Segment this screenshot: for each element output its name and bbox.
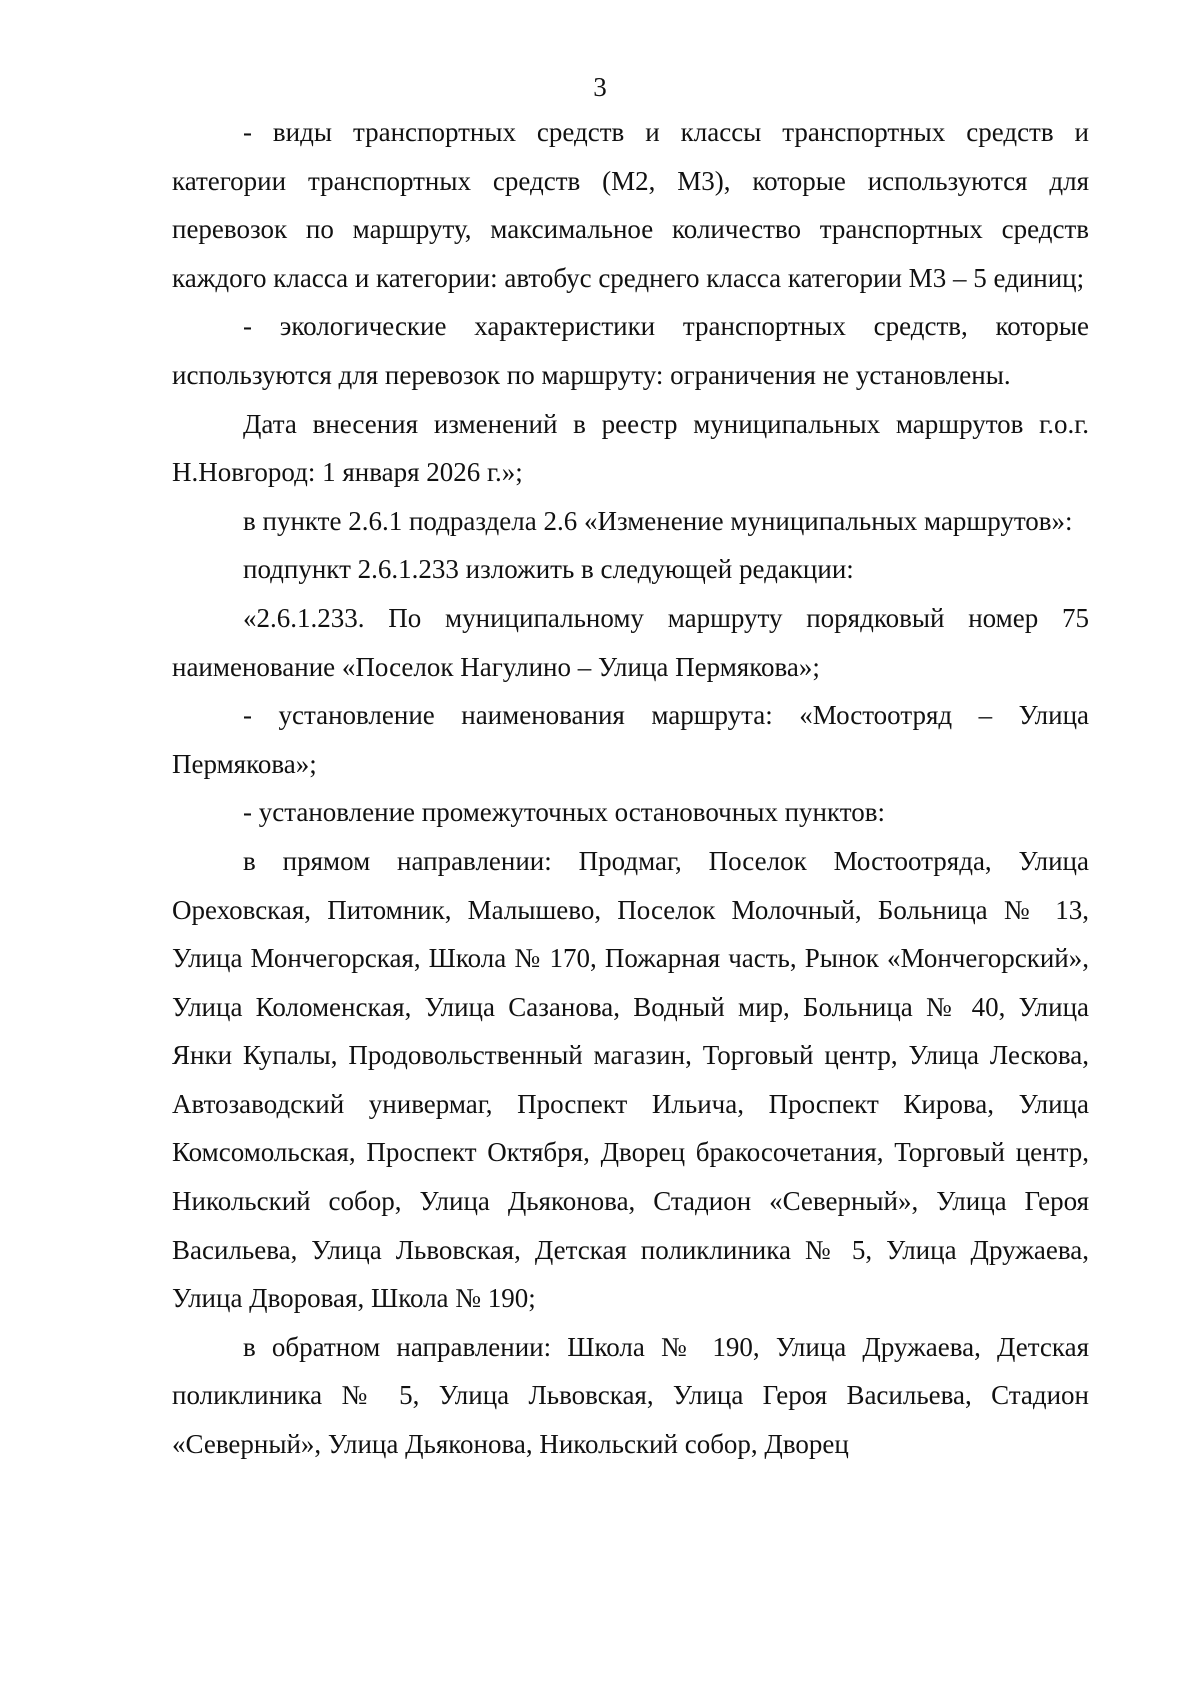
document-body xyxy=(172,108,1089,1469)
paragraph-route-75: «2.6.1.233. По муниципальному маршруту порядковый номер 75 наименование «Поселок Нагулино – Улица Пермякова»; xyxy=(172,602,1089,682)
paragraph-forward-direction-stops: в прямом направлении: Продмаг, Поселок Мостоотряда, Улица Ореховская, Питомник, Малышево, Поселок Молочный, Больница № 13, Улица Мончегорская, Школа № 170, Пожарная часть, Рынок «Мончегорский», Улица Коломенская, Улица Сазанова, Водный мир, Больница № 40, Улица Янки Купалы, Продовольственный магазин, Торговый центр, Улица Лескова, Автозаводский универмаг, Проспект Ильича, Проспект Кирова, Улица Комсомольская, Проспект Октября, Дворец бракосочетания, Торговый центр, Никольский собор, Улица Дьяконова, Стадион «Северный», Улица Героя Васильева, Улица Львовская, Детская поликлиника № 5, Улица Дружаева, Улица Дворовая, Школа № 190; xyxy=(172,845,1089,1314)
paragraph-clause-2-6-1: в пункте 2.6.1 подраздела 2.6 «Изменение муниципальных маршрутов»: xyxy=(243,505,1073,536)
page-number: 3 xyxy=(593,72,607,102)
paragraph-intermediate-stops-heading: - установление промежуточных остановочных пунктов: xyxy=(243,797,885,828)
paragraph-reverse-direction-stops: в обратном направлении: Школа № 190, Улица Дружаева, Детская поликлиника № 5, Улица Львовская, Улица Героя Васильева, Стадион «Северный», Улица Дьяконова, Никольский собор, Дворец xyxy=(172,1331,1089,1460)
paragraph-route-name: - установление наименования маршрута: «Мостоотряд – Улица Пермякова»; xyxy=(172,700,1089,779)
paragraph-registry-change-date: Дата внесения изменений в реестр муниципальных маршрутов г.о.г. Н.Новгород: 1 января 2026 г.»; xyxy=(172,408,1089,488)
paragraph-ecological-characteristics: - экологические характеристики транспортных средств, которые используются для перевозок по маршруту: ограничения не установлены. xyxy=(172,311,1089,390)
paragraph-subclause-2-6-1-233: подпункт 2.6.1.233 изложить в следующей редакции: xyxy=(243,554,854,585)
paragraph-vehicle-types: - виды транспортных средств и классы транспортных средств и категории транспортных средств (М2, М3), которые используются для перевозок по маршруту, максимальное количество транспортных средств каждого класса и категории: автобус среднего класса категории М3 – 5 единиц; xyxy=(172,117,1089,293)
